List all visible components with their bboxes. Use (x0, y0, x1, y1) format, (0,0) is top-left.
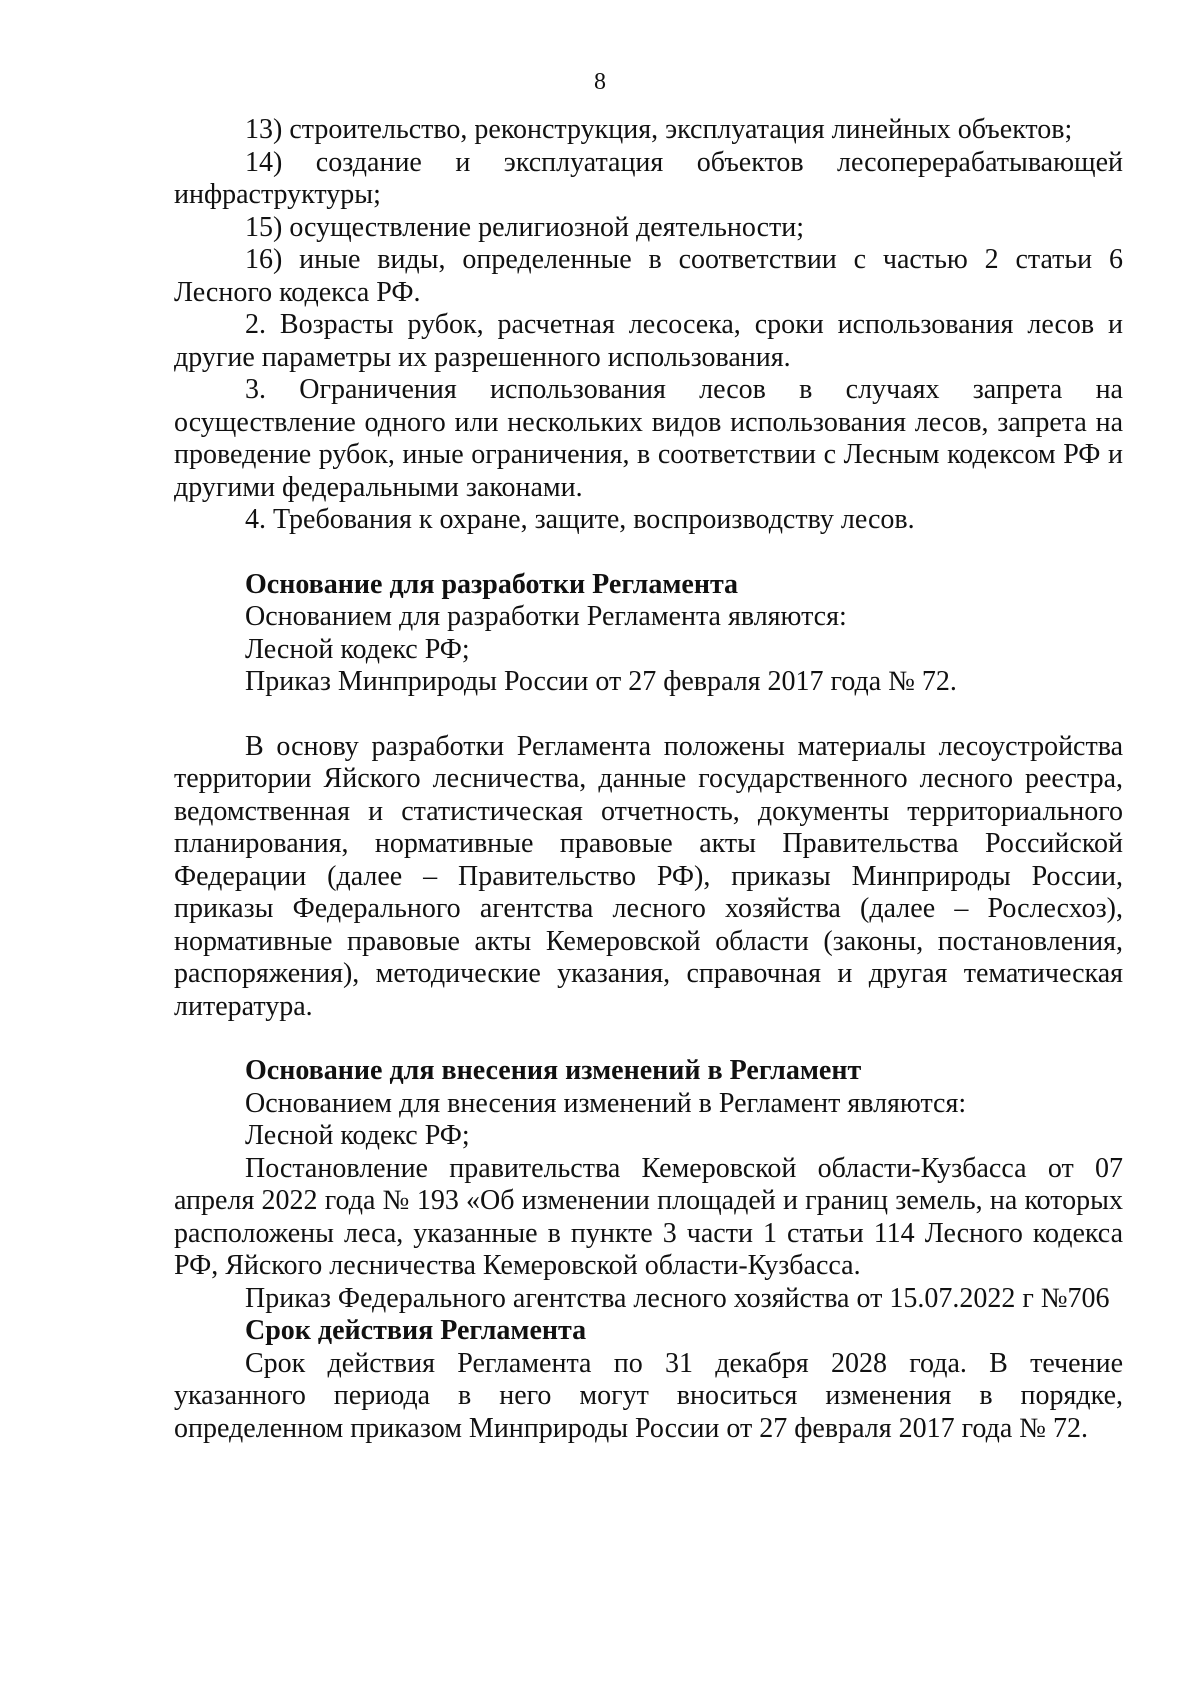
list-item: 14) создание и эксплуатация объектов лесоперерабатывающей инфраструктуры; (174, 146, 1123, 210)
paragraph-3: 3. Ограничения использования лесов в случаях запрета на осуществление одного или нескольких видов использования лесов, запрета на проведение рубок, иные ограничения, в соответствии с Лесным кодексом РФ и другими федеральными законами. (174, 374, 1123, 503)
section-heading-basis: Основание для разработки Регламента (245, 568, 739, 600)
list-item: 16) иные виды, определенные в соответствии с частью 2 статьи 6 Лесного кодекса РФ. (174, 244, 1123, 308)
section-heading-changes: Основание для внесения изменений в Регламент (245, 1055, 862, 1086)
list-item: 13) строительство, реконструкция, эксплуатация линейных объектов; (245, 114, 1073, 145)
basis-intro: Основанием для разработки Регламента являются: (245, 601, 847, 632)
changes-item-2: Постановление правительства Кемеровской области-Кузбасса от 07 апреля 2022 года № 193 «Об изменении площадей и границ земель, на которых расположены леса, указанные в пункте 3 части 1 статьи 114 Лесного кодекса РФ, Яйского лесничества Кемеровской области-Кузбасса. (174, 1152, 1123, 1281)
paragraph-4: 4. Требования к охране, защите, воспроизводству лесов. (245, 504, 915, 535)
changes-item-3: Приказ Федерального агентства лесного хозяйства от 15.07.2022 г №706 (245, 1282, 1110, 1314)
document-body (174, 114, 1123, 1445)
basis-item-1: Лесной кодекс РФ; (245, 633, 470, 665)
spacer (174, 537, 1123, 569)
spacer (174, 1023, 1123, 1055)
spacer (174, 699, 1123, 731)
basis-materials: В основу разработки Регламента положены материалы лесоустройства территории Яйского лесничества, данные государственного лесного реестра, ведомственная и статистическая отчетность, документы территориального планирования, нормативные правовые акты Правительства Российской Федерации (далее – Правительство РФ), приказы Минприроды России, приказы Федерального агентства лесного хозяйства (далее – Рослесхоз), нормативные правовые акты Кемеровской области (законы, постановления, распоряжения), методические указания, справочная и другая тематическая литература. (174, 730, 1123, 1022)
basis-item-2: Приказ Минприроды России от 27 февраля 2017 года № 72. (245, 666, 957, 697)
page-number: 8 (594, 69, 606, 95)
section-heading-term: Срок действия Регламента (245, 1315, 587, 1346)
paragraph-2: 2. Возрасты рубок, расчетная лесосека, сроки использования лесов и другие параметры их разрешенного использования. (174, 309, 1123, 373)
changes-item-1: Лесной кодекс РФ; (245, 1120, 470, 1151)
changes-intro: Основанием для внесения изменений в Регламент являются: (245, 1087, 967, 1119)
list-item: 15) осуществление религиозной деятельности; (245, 211, 805, 243)
term-text: Срок действия Регламента по 31 декабря 2028 года. В течение указанного периода в него могут вноситься изменения в порядке, определенном приказом Минприроды России от 27 февраля 2017 года № 72. (174, 1347, 1123, 1444)
